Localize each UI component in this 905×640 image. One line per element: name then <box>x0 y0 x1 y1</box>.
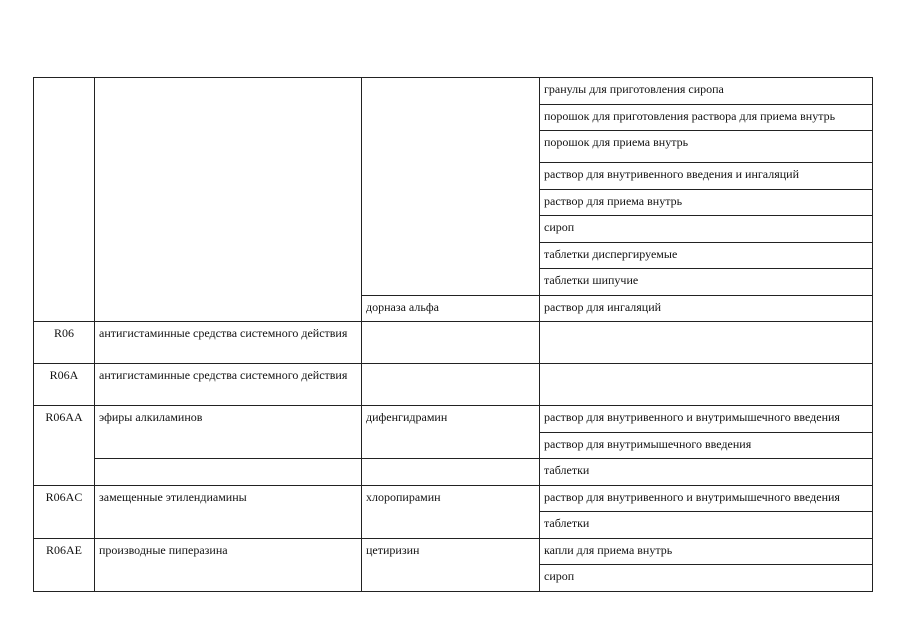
group-name-cell: антигистаминные средства системного действия <box>95 364 362 406</box>
form-cell: сироп <box>540 565 873 592</box>
form-cell: порошок для приема внутрь <box>540 131 873 163</box>
form-cell: таблетки шипучие <box>540 269 873 296</box>
table-row <box>34 364 873 406</box>
form-cell: раствор для внутривенного введения и ингаляций <box>540 163 873 190</box>
drug-cell <box>362 459 540 486</box>
drug-cell: цетиризин <box>362 539 540 592</box>
drug-cell: дорназа альфа <box>362 296 540 322</box>
form-cell: раствор для ингаляций <box>540 296 873 322</box>
table-row <box>34 78 873 105</box>
medication-table <box>33 77 873 592</box>
form-cell: капли для приема внутрь <box>540 539 873 565</box>
form-cell: раствор для внутримышечного введения <box>540 433 873 459</box>
form-cell: порошок для приготовления раствора для приема внутрь <box>540 105 873 131</box>
form-cell: таблетки <box>540 512 873 539</box>
drug-cell <box>362 322 540 364</box>
form-cell <box>540 322 873 364</box>
group-name-cell: эфиры алкиламинов <box>95 406 362 459</box>
drug-cell <box>362 78 540 296</box>
drug-cell: дифенгидрамин <box>362 406 540 459</box>
form-cell: таблетки <box>540 459 873 486</box>
code-cell <box>34 78 95 322</box>
table-row <box>34 322 873 364</box>
group-cell <box>95 78 362 322</box>
form-cell: раствор для внутривенного и внутримышечного введения <box>540 406 873 433</box>
form-cell: раствор для внутривенного и внутримышечного введения <box>540 486 873 512</box>
table-row <box>34 539 873 565</box>
form-cell: сироп <box>540 216 873 243</box>
atc-code-cell: R06 <box>34 322 95 364</box>
group-name-cell: замещенные этилендиамины <box>95 486 362 539</box>
form-cell: раствор для приема внутрь <box>540 190 873 216</box>
atc-code-cell: R06AE <box>34 539 95 592</box>
table-row <box>34 459 873 486</box>
drug-cell: хлоропирамин <box>362 486 540 539</box>
group-name-cell: антигистаминные средства системного действия <box>95 322 362 364</box>
table-row <box>34 486 873 512</box>
atc-code-cell: R06AA <box>34 406 95 486</box>
atc-code-cell: R06A <box>34 364 95 406</box>
atc-code-cell: R06AC <box>34 486 95 539</box>
form-cell: таблетки диспергируемые <box>540 243 873 269</box>
form-cell: гранулы для приготовления сиропа <box>540 78 873 105</box>
drug-cell <box>362 364 540 406</box>
form-cell <box>540 364 873 406</box>
group-name-cell <box>95 459 362 486</box>
table-row <box>34 406 873 433</box>
group-name-cell: производные пиперазина <box>95 539 362 592</box>
